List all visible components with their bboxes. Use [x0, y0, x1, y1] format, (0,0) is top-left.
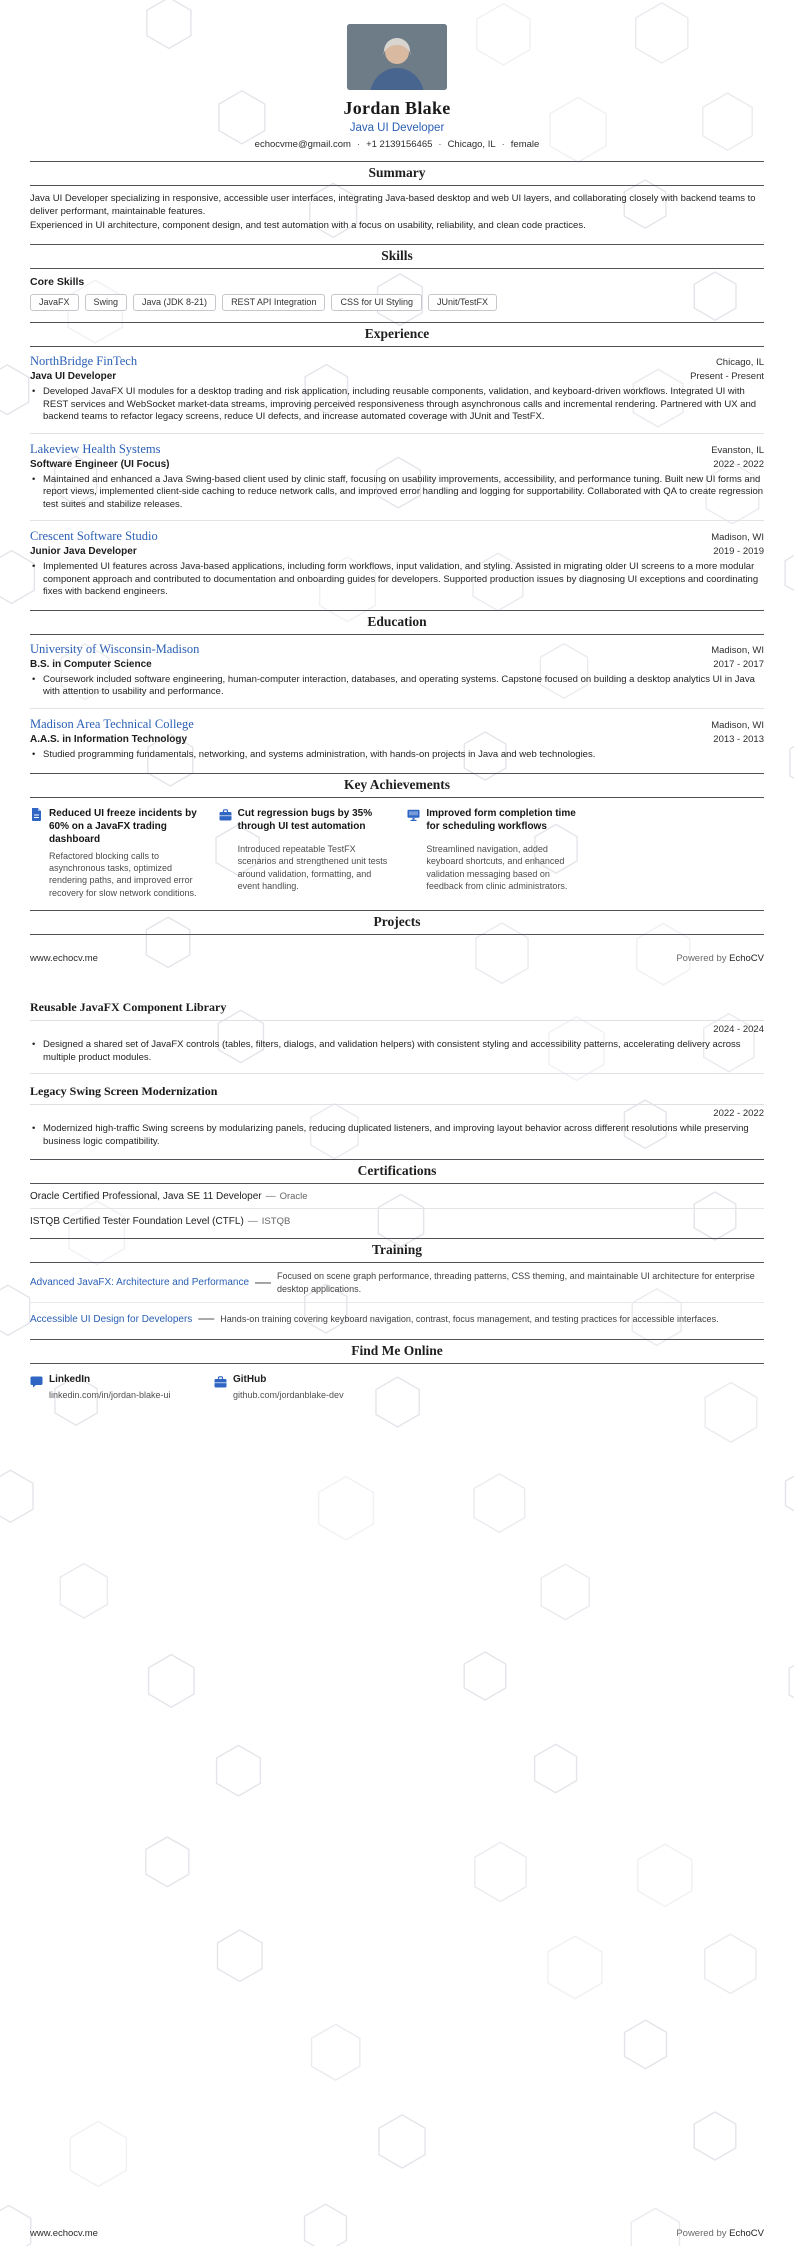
achievement-description: Streamlined navigation, added keyboard shortcuts, and enhanced validation messaging based on feedback from clinic administrators.: [426, 844, 568, 892]
degree-name: B.S. in Computer Science: [30, 658, 152, 670]
training-description: Hands-on training covering keyboard navigation, contrast, focus management, and testing practices for accessible interfaces.: [220, 1314, 719, 1325]
project-header: [30, 1082, 764, 1105]
project-name: Legacy Swing Screen Modernization: [30, 1084, 218, 1099]
section-title-education: Education: [30, 610, 764, 635]
powered-by: [676, 953, 764, 964]
skill-chip: JUnit/TestFX: [428, 294, 497, 311]
project-name: Reusable JavaFX Component Library: [30, 1000, 227, 1015]
contact-location: Chicago, IL: [447, 138, 496, 150]
summary-paragraph: Experienced in UI architecture, component design, and test automation with a focus on usability, reliability, and clean code practices.: [30, 220, 586, 232]
section-title-experience: Experience: [30, 322, 764, 347]
social-url[interactable]: github.com/jordanblake-dev: [233, 1390, 344, 1401]
education-bullet: • Studied programming fundamentals, networking, and systems administration, with hands-on projects in Java and web technologies.: [30, 749, 764, 762]
page2-footer: [30, 2228, 764, 2239]
powered-by-prefix: Powered by: [676, 953, 727, 965]
profile-photo: [347, 24, 447, 90]
chat-bubble-icon: [30, 1374, 49, 1400]
briefcase-icon: [214, 1374, 233, 1400]
file-chart-icon: [30, 807, 49, 900]
job-role: Java UI Developer: [30, 371, 117, 383]
echocv-brand[interactable]: EchoCV: [729, 2228, 764, 2239]
achievement-item: [407, 807, 578, 900]
dot-separator: ·: [356, 138, 361, 150]
achievements-grid: [30, 807, 578, 900]
project-bullet: • Designed a shared set of JavaFX controls (tables, filters, dialogs, and validation helpers) with consistent styling and accessibility patterns, accelerating delivery across multiple product modules.: [30, 1039, 764, 1064]
skills-chip-row: [30, 294, 764, 311]
company-location: Madison, WI: [711, 532, 764, 544]
powered-by-prefix: Powered by: [676, 2228, 727, 2239]
education-entry: [30, 708, 764, 762]
job-dates: Present - Present: [690, 371, 764, 383]
social-url[interactable]: linkedin.com/in/jordan-blake-ui: [49, 1390, 171, 1401]
training-item: [30, 1270, 764, 1295]
project-entry: [30, 1073, 764, 1148]
achievement-item: [30, 807, 201, 900]
company-location: Chicago, IL: [715, 357, 764, 369]
section-title-skills: Skills: [30, 244, 764, 269]
certification-item: [30, 1191, 764, 1202]
contact-row: [30, 139, 764, 150]
project-entry: [30, 998, 764, 1064]
site-link[interactable]: www.echocv.me: [30, 2228, 98, 2239]
job-bullet: • Implemented UI features across Java-based applications, including form workflows, input validation, and styling. Assisted in migrating older UI screens to a more modular component approach and contributed to documentation and onboarding guides for developers. Supported production issues by diagnosing UI exceptions and coordinating fixes with backend engineers.: [30, 561, 764, 599]
dash-separator: —: [265, 1191, 276, 1203]
skills-group-label: Core Skills: [30, 276, 85, 289]
contact-email: echocvme@gmail.com: [254, 138, 351, 150]
achievement-description: Refactored blocking calls to asynchronous tasks, optimized rendering paths, and improved error recovery for slow network conditions.: [49, 850, 197, 898]
site-link[interactable]: www.echocv.me: [30, 953, 98, 965]
section-title-find-me-online: Find Me Online: [30, 1339, 764, 1364]
skill-chip: REST API Integration: [222, 294, 325, 311]
achievement-title: Improved form completion time for scheduling workflows: [426, 807, 576, 832]
job-bullet: • Developed JavaFX UI modules for a desktop trading and risk application, including reusable components, validation, and keyboard-driven workflows. Integrated UI with REST services and WebSocket market-data streams, improving perceived responsiveness through asynchronous calls and incremental rendering. Partnered with UX and backend teams to refactor legacy screens, reduce UI defects, and increase automated coverage with JUnit and TestFX.: [30, 386, 764, 424]
dot-separator: ·: [438, 138, 442, 150]
certification-name: Oracle Certified Professional, Java SE 11 Developer: [30, 1191, 262, 1203]
training-item: [30, 1302, 764, 1328]
job-dates: 2019 - 2019: [713, 546, 764, 558]
contact-phone: +1 2139156465: [366, 138, 433, 150]
monitor-icon: [407, 807, 426, 900]
experience-entry: [30, 354, 764, 424]
person-job-title: Java UI Developer: [349, 121, 445, 134]
certification-item: [30, 1208, 764, 1227]
project-dates: 2024 - 2024: [713, 1024, 764, 1036]
achievement-title: Cut regression bugs by 35% through UI test automation: [237, 807, 373, 832]
achievement-item: [219, 807, 390, 900]
job-dates: 2022 - 2022: [713, 458, 764, 470]
contact-gender: female: [510, 138, 540, 150]
company-name: Crescent Software Studio: [30, 529, 158, 544]
education-bullet: • Coursework included software engineering, human-computer interaction, databases, and operating systems. Capstone focused on building a desktop analytics UI in Java with attention to usability and performance.: [30, 674, 764, 699]
social-label: GitHub: [233, 1374, 267, 1386]
achievement-description: Introduced repeatable TestFX scenarios and strengthened unit tests around validation, formatting, and event handling.: [237, 844, 388, 892]
company-name: NorthBridge FinTech: [30, 354, 138, 369]
section-title-summary: Summary: [30, 161, 764, 186]
education-dates: 2013 - 2013: [713, 733, 764, 745]
dot-separator: ·: [501, 138, 505, 150]
profile-photo-placeholder: [347, 24, 447, 90]
social-label: LinkedIn: [49, 1374, 91, 1386]
summary-paragraph: Java UI Developer specializing in responsive, accessible user interfaces, integrating Java-based desktop and web UI layers, and collaborating closely with backend teams to deliver performant, maintainable features.: [30, 192, 756, 217]
social-item-github[interactable]: [214, 1374, 384, 1400]
certification-issuer: Oracle: [279, 1191, 308, 1203]
job-bullet: • Maintained and enhanced a Java Swing-based client used by clinic staff, focusing on usability improvements, accessibility, and performance tuning. Built new UI forms and report views, implemented client-side caching to reduce network calls, and improved error handling and logging for supportability. Collaborated with QA to create regression test suites and stabilize releases.: [30, 474, 764, 512]
echocv-brand[interactable]: EchoCV: [729, 953, 764, 965]
section-title-key-achievements: Key Achievements: [30, 773, 764, 798]
skill-chip: JavaFX: [30, 294, 79, 311]
skill-chip: CSS for UI Styling: [331, 294, 422, 311]
dash-separator: —: [255, 1273, 272, 1291]
training-course-link[interactable]: Advanced JavaFX: Architecture and Performance: [30, 1277, 250, 1289]
project-header: [30, 998, 764, 1021]
company-name: Lakeview Health Systems: [30, 441, 161, 456]
training-course-link[interactable]: Accessible UI Design for Developers: [30, 1313, 193, 1325]
school-name: Madison Area Technical College: [30, 716, 194, 731]
education-dates: 2017 - 2017: [713, 658, 764, 670]
education-entry: [30, 642, 764, 699]
identity-block: [30, 24, 764, 150]
experience-entry: [30, 433, 764, 512]
school-location: Madison, WI: [711, 644, 764, 656]
skill-chip: Java (JDK 8-21): [133, 294, 216, 311]
certification-name: ISTQB Certified Tester Foundation Level (CTFL): [30, 1216, 244, 1228]
page1-footer: [30, 953, 764, 964]
job-role: Junior Java Developer: [30, 546, 137, 558]
degree-name: A.A.S. in Information Technology: [30, 733, 188, 745]
job-role: Software Engineer (UI Focus): [30, 458, 170, 470]
achievement-title: Reduced UI freeze incidents by 60% on a JavaFX trading dashboard: [49, 807, 197, 845]
project-dates: 2022 - 2022: [713, 1108, 764, 1120]
social-item-linkedin[interactable]: [30, 1374, 200, 1400]
training-description: Focused on scene graph performance, threading patterns, CSS theming, and maintainable UI architecture for enterprise desktop applications.: [277, 1271, 755, 1294]
project-bullet: • Modernized high-traffic Swing screens by modularizing panels, reducing duplicated listeners, and improving layout behavior across different resolutions while preserving business logic compatibility.: [30, 1123, 764, 1148]
school-location: Madison, WI: [711, 719, 764, 731]
dash-separator: —: [247, 1216, 258, 1228]
find-me-grid: [30, 1374, 764, 1400]
section-title-projects: Projects: [30, 910, 764, 935]
company-location: Evanston, IL: [711, 444, 764, 456]
dash-separator: —: [198, 1310, 215, 1328]
briefcase-icon: [219, 807, 238, 900]
skill-chip: Swing: [85, 294, 128, 311]
section-title-training: Training: [30, 1238, 764, 1263]
person-name: Jordan Blake: [343, 98, 451, 118]
certification-issuer: ISTQB: [261, 1216, 291, 1228]
section-title-certifications: Certifications: [30, 1159, 764, 1184]
school-name: University of Wisconsin-Madison: [30, 641, 200, 656]
experience-entry: [30, 520, 764, 599]
powered-by: [676, 2228, 764, 2239]
page-break-gap: [30, 964, 764, 998]
